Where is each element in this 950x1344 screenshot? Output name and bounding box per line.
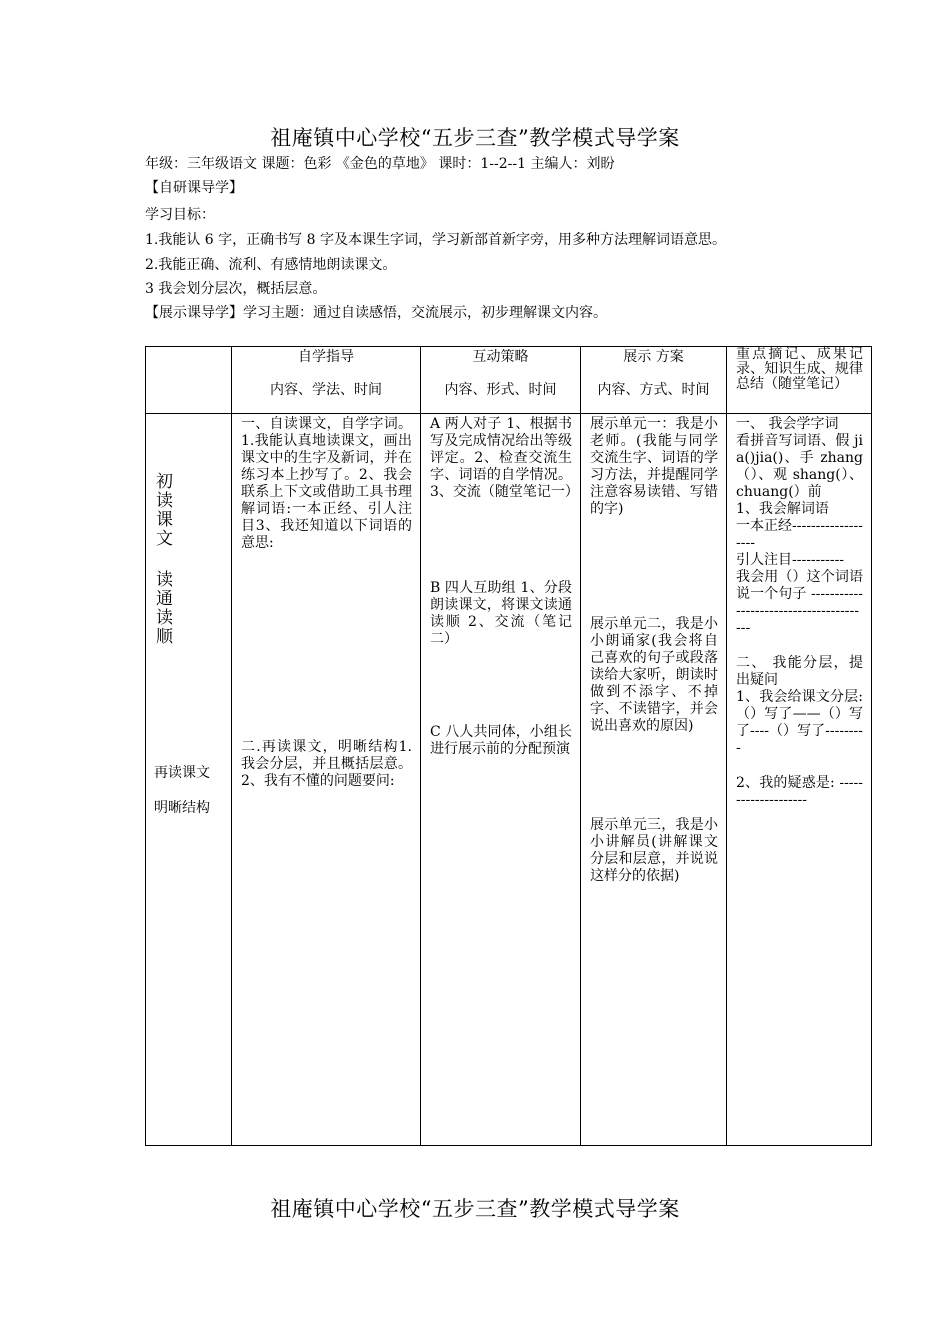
strategy-a: A 两人对子 1、根据书写及完成情况给出等级评定。2、检查交流生字、词语的自学情况。3、交流（随堂笔记一） — [430, 416, 579, 500]
header-notes-text: 重点摘记、成果记录、知识生成、规律总结（随堂笔记） — [736, 346, 863, 392]
header-strategy-title: 互动策略 — [472, 349, 529, 365]
show-cell — [581, 414, 727, 1146]
section-self-study-heading: 【自研课导学】 — [145, 180, 243, 196]
header-show — [581, 347, 727, 414]
course-info-line: 年级：三年级语文 课题：色彩 《金色的草地》 课时：1--2--1 主编人：刘盼 — [145, 156, 615, 172]
self-study-part-1: 一、自读课文，自学字词。1.我能认真地读课文，画出课文中的生字及新词，并在练习本上抄写了。2、我会联系上下文或借助工具书理解词语:一本正经、引人注目3、我还知道以下词语的意思: — [241, 416, 412, 551]
goal-3: 3 我会划分层次，概括层意。 — [145, 281, 327, 297]
notes-line: 1、我会给课文分层:（）写了——（）写了----（）写了--------- — [736, 689, 863, 756]
strategy-cell — [421, 414, 581, 1146]
stage-2-label-line1: 再读课文 — [154, 765, 210, 781]
self-study-part-2: 二.再读课文，明晰结构1.我会分层，并且概括层意。2、我有不懂的问题要问: — [241, 739, 412, 789]
table-body-row — [146, 414, 872, 1146]
notes-line: 2、我的疑惑是: -------------------- — [736, 775, 863, 808]
header-self-study-title: 自学指导 — [298, 349, 354, 365]
goals-label: 学习目标： — [145, 207, 215, 223]
goal-1: 1.我能认 6 字，正确书写 8 字及本课生字词，学习新部首新字旁，用多种方法理解词语意思。 — [145, 232, 726, 248]
header-strategy — [421, 347, 581, 414]
self-study-cell — [232, 414, 421, 1146]
table-header-row — [146, 347, 872, 414]
header-show-sub: 内容、方式、时间 — [597, 382, 710, 398]
page-title: 祖庵镇中心学校“五步三查”教学模式导学案 — [270, 126, 680, 150]
notes-line: 引人注目----------- — [736, 552, 845, 568]
header-self-study — [232, 347, 421, 414]
strategy-c: C 八人共同体，小组长进行展示前的分配预演 — [430, 724, 572, 757]
stage-2-label-line2: 明晰结构 — [154, 800, 210, 816]
show-unit-2: 展示单元二，我是小小朗诵家(我会将自己喜欢的句子或段落读给大家听，朗读时做到不添字、不掉字、不读错字，并会说出喜欢的原因) — [590, 616, 718, 734]
header-notes — [727, 347, 872, 414]
header-show-title: 展示 方案 — [623, 349, 684, 365]
notes-line: 我会用（）这个词语说一个句子 ---------------------------------------- — [736, 569, 863, 636]
header-strategy-sub: 内容、形式、时间 — [444, 382, 557, 398]
lesson-plan-table — [145, 346, 872, 1146]
section-show-heading: 【展示课导学】学习主题：通过自读感悟，交流展示，初步理解课文内容。 — [145, 305, 607, 321]
header-self-study-sub: 内容、学法、时间 — [270, 382, 382, 398]
header-empty-cell — [146, 347, 232, 414]
stage-1-label: 初读课文 读通读顺 — [152, 472, 172, 646]
goal-2: 2.我能正确、流利、有感情地朗读课文。 — [145, 257, 397, 273]
notes-line: 看拼音写词语、假 jia()jia()、手 zhang（）、观 shang(）、chuang(）前 — [736, 433, 863, 500]
show-unit-3: 展示单元三，我是小小讲解员(讲解课文分层和层意，并说说这样分的依据) — [590, 817, 718, 884]
notes-content — [727, 414, 871, 809]
notes-line: 二、 我能分层，提出疑问 — [736, 655, 863, 688]
notes-line: 一本正经------------------- — [736, 518, 863, 551]
notes-line: 1、我会解词语 — [736, 501, 829, 517]
stage-cell — [146, 414, 232, 1146]
footer-title: 祖庵镇中心学校“五步三查”教学模式导学案 — [270, 1197, 680, 1221]
show-unit-1: 展示单元一：我是小老师。(我能与同学交流生字、词语的学习方法，并提醒同学注意容易读错、写错的字) — [590, 416, 718, 517]
notes-cell — [727, 414, 872, 1146]
strategy-b: B 四人互助组 1、分段朗读课文，将课文读通读顺 2、交流（笔记二） — [430, 580, 572, 647]
notes-line: 一、 我会学字词 — [736, 416, 839, 432]
